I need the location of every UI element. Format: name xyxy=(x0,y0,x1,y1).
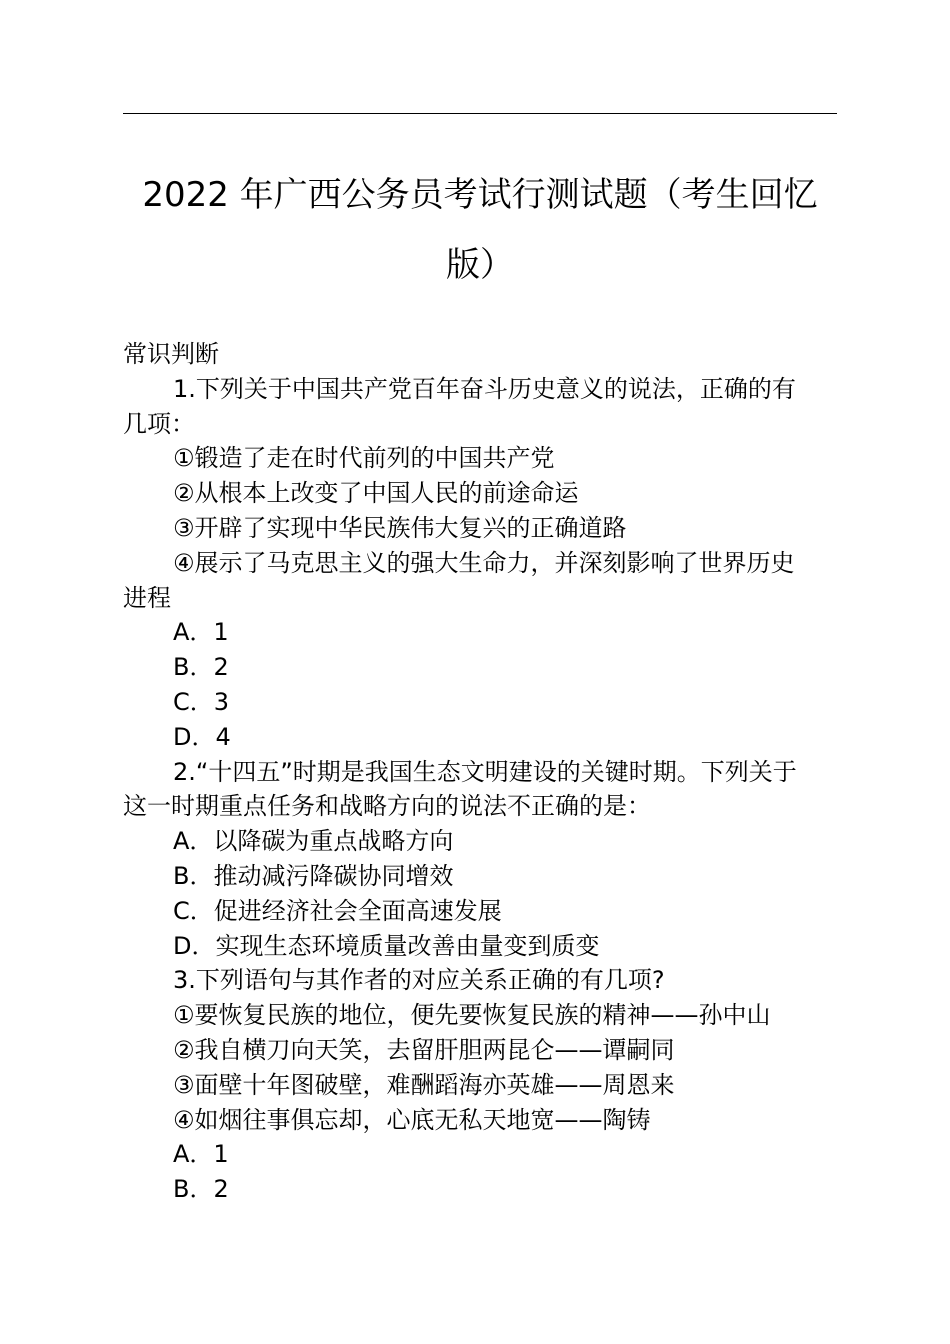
text-line: D．4 xyxy=(173,722,231,751)
text-line: 这一时期重点任务和战略方向的说法不正确的是： xyxy=(123,792,651,821)
text-line: B．推动减污降碳协同增效 xyxy=(173,861,454,890)
text-line: ②我自横刀向天笑，去留肝胆两昆仑——谭嗣同 xyxy=(173,1035,675,1064)
text-line: 3.下列语句与其作者的对应关系正确的有几项? xyxy=(173,966,665,995)
text-line: ①锻造了走在时代前列的中国共产党 xyxy=(173,444,555,473)
text-line: C．促进经济社会全面高速发展 xyxy=(173,896,502,925)
text-line: ①要恢复民族的地位，便先要恢复民族的精神——孙中山 xyxy=(173,1001,771,1030)
title-line-2: 版） xyxy=(446,245,514,285)
text-line: ③开辟了实现中华民族伟大复兴的正确道路 xyxy=(173,513,627,542)
text-line: D．实现生态环境质量改善由量变到质变 xyxy=(173,931,600,960)
header-rule xyxy=(123,113,837,114)
document-body xyxy=(123,337,837,1207)
text-line: 几项： xyxy=(123,409,195,438)
text-line: A．以降碳为重点战略方向 xyxy=(173,827,454,856)
text-line: B．2 xyxy=(173,1175,229,1204)
section-heading: 常识判断 xyxy=(123,340,219,368)
text-line: ④展示了马克思主义的强大生命力，并深刻影响了世界历史 xyxy=(173,548,795,577)
question-lines xyxy=(123,372,837,1207)
text-line: B．2 xyxy=(173,653,229,682)
text-line: A．1 xyxy=(173,618,229,647)
text-line: 2.“十四五”时期是我国生态文明建设的关键时期。下列关于 xyxy=(173,757,797,786)
text-line: 进程 xyxy=(123,583,171,612)
text-line: ②从根本上改变了中国人民的前途命运 xyxy=(173,479,579,508)
title-line-1: 2022 年广西公务员考试行测试题（考生回忆 xyxy=(142,175,818,215)
text-line: 1.下列关于中国共产党百年奋斗历史意义的说法，正确的有 xyxy=(173,374,796,403)
text-line: C．3 xyxy=(173,687,230,716)
text-line: A．1 xyxy=(173,1140,229,1169)
document-title xyxy=(123,160,837,300)
text-line: ③面壁十年图破壁，难酬蹈海亦英雄——周恩来 xyxy=(173,1070,675,1099)
text-line: ④如烟往事俱忘却，心底无私天地宽——陶铸 xyxy=(173,1105,651,1134)
